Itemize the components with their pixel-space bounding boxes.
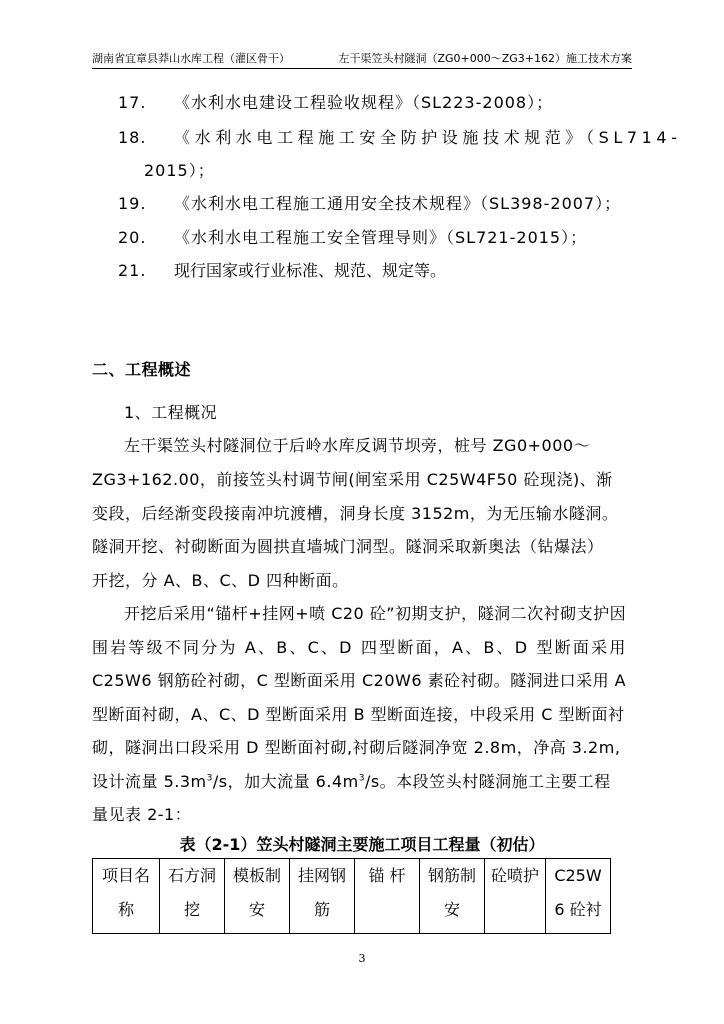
paragraph-line: 变段，后经渐变段接南冲坑渡槽，洞身长度 3152m，为无压输水隧洞。 — [92, 504, 619, 523]
table-header-cell: C25W 6 砼衬 — [546, 859, 611, 934]
reference-item: 19. 《水利水电工程施工通用安全技术规程》（SL398-2007）； — [118, 194, 622, 213]
paragraph-line: 型断面衬砌，A、C、D 型断面采用 B 型断面连接，中段采用 C 型断面衬 — [92, 705, 625, 724]
table-header-cell: 项目名 称 — [93, 859, 160, 934]
paragraph-line: 隧洞开挖、衬砌断面为圆拱直墙城门洞型。隧洞采取新奥法（钻爆法） — [92, 537, 604, 556]
table-header-cell: 钢筋制 安 — [420, 859, 485, 934]
table-header-row — [93, 859, 611, 934]
header-divider — [92, 68, 632, 69]
reference-item: 18. 《水利水电工程施工安全防护设施技术规范》（SL714- — [118, 128, 682, 147]
paragraph-line: 砌，隧洞出口段采用 D 型断面衬砌,衬砌后隧洞净宽 2.8m，净高 3.2m, — [92, 738, 621, 757]
table-header-cell: 模板制 安 — [225, 859, 290, 934]
paragraph-line: 左干渠笠头村隧洞位于后岭水库反调节坝旁，桩号 ZG0+000～ — [124, 436, 591, 455]
paragraph-line: ZG3+162.00，前接笠头村调节闸(闸室采用 C25W4F50 砼现浇)、渐 — [92, 470, 613, 489]
header-right: 左干渠笠头村隧洞（ZG0+000～ZG3+162）施工技术方案 — [338, 52, 632, 65]
reference-item: 21. 现行国家或行业标准、规范、规定等。 — [118, 261, 447, 280]
table-caption: 表（2-1）笠头村隧洞主要施工项目工程量（初估） — [179, 835, 545, 854]
section-heading: 二、工程概述 — [92, 360, 192, 379]
paragraph-line: 开挖，分 A、B、C、D 四种断面。 — [92, 571, 349, 590]
header-left: 湖南省宜章县莽山水库工程（灌区骨干） — [92, 52, 290, 65]
reference-item: 20. 《水利水电工程施工安全管理导则》（SL721-2015）； — [118, 228, 588, 247]
paragraph-line: C25W6 钢筋砼衬砌，C 型断面采用 C20W6 素砼衬砌。隧洞进口采用 A — [92, 671, 627, 690]
reference-item-continuation: 2015）； — [144, 161, 215, 180]
paragraph-line: 围岩等级不同分为 A、B、C、D 四型断面，A、B、D 型断面采用 — [92, 638, 628, 657]
subsection-heading: 1、工程概况 — [124, 403, 218, 422]
paragraph-line: 开挖后采用“锚杆+挂网+喷 C20 砼”初期支护，隧洞二次衬砌支护因 — [124, 604, 627, 623]
reference-item: 17. 《水利水电建设工程验收规程》（SL223-2008）； — [118, 93, 554, 112]
page-number: 3 — [358, 952, 366, 965]
table-header-cell: 石方洞 挖 — [160, 859, 225, 934]
table-header-cell: 锚 杆 — [355, 859, 420, 934]
page-header — [92, 50, 632, 66]
quantity-table — [92, 858, 611, 934]
paragraph-line: 量见表 2-1： — [92, 805, 192, 824]
table-header-cell: 挂网钢 筋 — [290, 859, 355, 934]
table-header-cell: 砼喷护 — [485, 859, 546, 934]
paragraph-line: 设计流量 $5.3m^3/s$，加大流量 $6.4m^3/s$。本段笠头村隧洞施工主要工程 — [92, 772, 611, 791]
